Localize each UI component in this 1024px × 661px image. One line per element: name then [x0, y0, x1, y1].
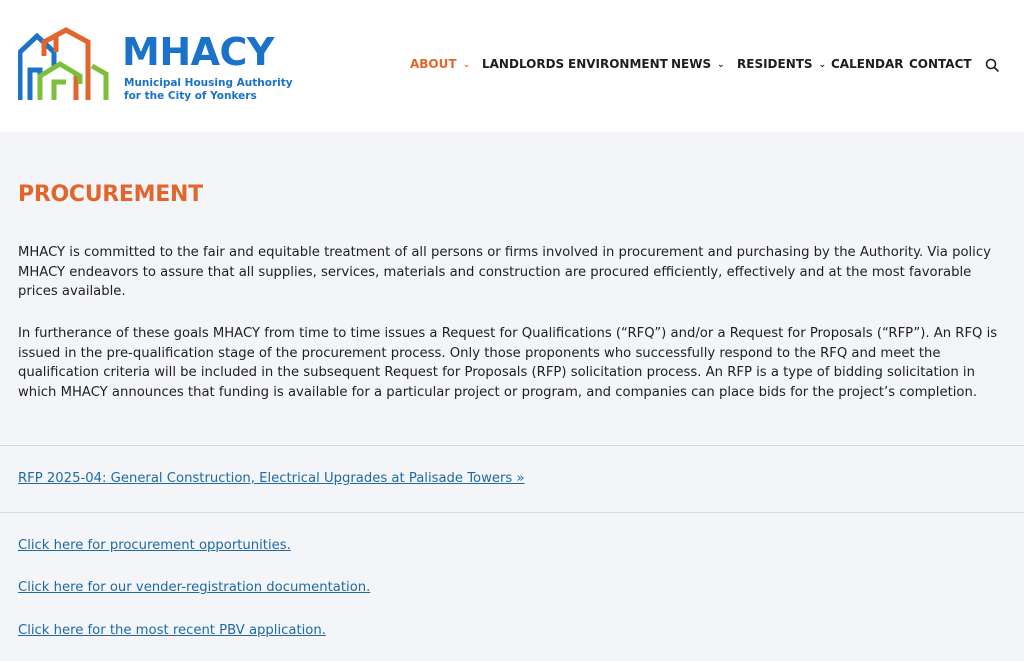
- nav-item-label: ABOUT: [410, 57, 457, 71]
- nav-item-label: ENVIRONMENT: [568, 57, 668, 71]
- vendor-registration-link[interactable]: Click here for our vender-registration documentation.: [18, 580, 371, 595]
- nav-item-residents[interactable]: [737, 56, 826, 73]
- nav-item-label: CONTACT: [909, 57, 972, 71]
- nav-item-about[interactable]: [410, 56, 470, 73]
- logo-wordmark: MHACY: [122, 30, 274, 74]
- logo-subtitle: [124, 77, 293, 103]
- chevron-down-icon: ⌄: [818, 60, 827, 70]
- nav-item-calendar[interactable]: [831, 56, 903, 72]
- logo-subtitle-line1: Municipal Housing Authority: [124, 77, 293, 89]
- nav-item-landlords[interactable]: [482, 56, 564, 72]
- page-title: PROCUREMENT: [18, 182, 203, 207]
- nav-item-label: NEWS: [671, 57, 712, 71]
- search-icon[interactable]: [985, 58, 999, 72]
- nav-item-contact[interactable]: [909, 56, 972, 72]
- nav-item-news[interactable]: [671, 56, 725, 73]
- divider: [0, 445, 1024, 446]
- rfp-2025-04-link[interactable]: RFP 2025-04: General Construction, Electrical Upgrades at Palisade Towers »: [18, 471, 525, 486]
- procurement-opportunities-link[interactable]: Click here for procurement opportunities.: [18, 538, 291, 553]
- nav-item-label: CALENDAR: [831, 57, 904, 71]
- rfq-rfp-paragraph: In furtherance of these goals MHACY from time to time issues a Request for Qualifications (“RFQ”) and/or a Request for Proposals (“RFP”). An RFQ is issued in the pre-qualification stage of the procurement process. Only those proponents who successfully respond to the RFQ and meet the qualification criteria will be included in the subsequent Request for Proposals (RFP) solicitation process. An RFP is a type of bidding solicitation in which MHACY announces that funding is available for a particular project or program, and companies can place bids for the project’s completion.: [18, 326, 998, 400]
- intro-paragraph: MHACY is committed to the fair and equitable treatment of all persons or firms involved in procurement and purchasing by the Authority. Via policy MHACY endeavors to assure that all supplies, services, materials and construction are procured efficiently, effectively and at the most favorable prices available.: [18, 245, 991, 299]
- nav-item-environment[interactable]: [568, 56, 668, 72]
- chevron-down-icon: ⌄: [462, 60, 471, 70]
- divider: [0, 512, 1024, 513]
- nav-item-label: LANDLORDS: [482, 57, 565, 71]
- logo-subtitle-line2: for the City of Yonkers: [124, 90, 257, 102]
- site-logo[interactable]: [18, 26, 293, 106]
- pbv-application-link[interactable]: Click here for the most recent PBV application.: [18, 623, 326, 638]
- nav-item-label: RESIDENTS: [737, 57, 813, 71]
- site-header: [0, 0, 1024, 132]
- chevron-down-icon: ⌄: [717, 60, 725, 70]
- house-logo-icon: [18, 26, 110, 104]
